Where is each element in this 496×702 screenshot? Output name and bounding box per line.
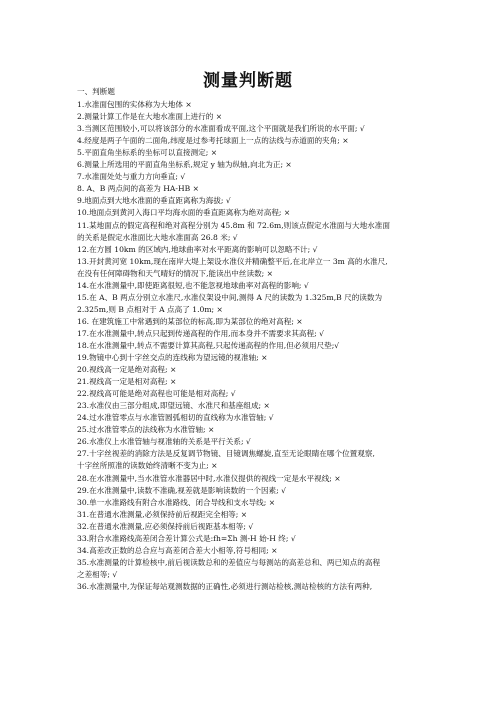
question-line: 22.视线高可能是绝对高程也可能是相对高程; √ xyxy=(77,389,236,399)
question-line: 17.在水准测量中,转点只起到传递高程的作用,而本身并不需要求其高程; √ xyxy=(77,328,324,338)
question-line: 26.水准仪上水准管轴与视准轴的关系是平行关系; √ xyxy=(77,437,251,447)
question-line: 34.高差改正数的总合应与高差闭合差大小相等,符号相同; × xyxy=(77,545,278,555)
question-line: 24.过水准管零点与水准管圆弧相切的直线称为水准管轴; √ xyxy=(77,413,274,423)
question-line: 12.在方圆 10km 的区域内,地球曲率对水平距离的影响可以忽略不计; √ xyxy=(77,244,318,254)
question-line: 4.经度是两子午面的二面角,纬度是过参考托球面上一点的法线与赤道面的夹角; × xyxy=(77,136,349,146)
question-line: 31.在普通水准测量,必须保持前后视距完全相等; × xyxy=(77,509,248,519)
question-line: 28.在水准测量中,当水准管水准器居中时,水准仪提供的视线一定是水平视线; × xyxy=(77,473,341,483)
question-line: 36.水准测量中,为保证每站观测数据的正确性,必须进行测站检核,测站检核的方法有两种, xyxy=(77,581,373,591)
question-line: 10.地面点到黄河入海口平均海水面的垂直距离称为绝对高程; × xyxy=(77,208,291,218)
question-line: 7.水准面处处与重力方向垂直; √ xyxy=(77,172,186,182)
question-line: 15.在 A、B 两点分别立水准尺,水准仪架设中间,测得 A 尺的读数为 1.325m,B 尺的读数为 xyxy=(77,292,383,302)
question-line: 的关系是假定水准面比大地水准面高 26.8 米; √ xyxy=(77,232,238,242)
question-line: 9.地面点到大地水准面的垂直距离称为海拔; √ xyxy=(77,196,231,206)
question-line: 35.水准测量的计算检核中,前后视读数总和的差值应与每测站的高差总和、两已知点的高程 xyxy=(77,557,381,567)
question-line: 3.当测区范围较小,可以将该部分的水准面看成平面,这个平面就是我们所说的水平面; √ xyxy=(77,124,365,134)
question-line: 20.视线高一定是绝对高程; × xyxy=(77,365,177,375)
question-line: 33.附合水准路线高差闭合差计算公式是:fh=Σh 测-H 始-H 终; √ xyxy=(77,533,296,543)
question-line: 2.325m,则 B 点相对于 A 点高了 1.0m; × xyxy=(77,304,223,314)
question-line: 29.在水准测量中,读数不准确,视差就是影响读数的一个因素; √ xyxy=(77,485,286,495)
question-line: 2.测量计算工作是在大地水准面上进行的 × xyxy=(77,112,223,122)
question-line: 23.水准仪由三部分组成,即望远镜、水准尺和基座组成; × xyxy=(77,401,270,411)
question-line: 之差相等; √ xyxy=(77,569,118,579)
question-line: 16. 在建筑施工中常遇到的某部位的标高,即为某部位的绝对高程; × xyxy=(77,316,303,326)
page-title: 测量判断题 xyxy=(203,71,293,91)
question-line: 8. A、B 两点间的高差为 HA-HB × xyxy=(77,184,199,194)
question-line: 21.视线高一定是相对高程; × xyxy=(77,377,177,387)
question-line: 11.某地面点的假定高程和绝对高程分别为 45.8m 和 72.6m,则该点假定水准面与大地水准面 xyxy=(77,220,390,230)
question-line: 14.在水准测量中,即使距离很短,也不能忽视地球曲率对高程的影响; √ xyxy=(77,280,309,290)
question-line: 1.水准面包围的实体称为大地体 × xyxy=(77,100,192,110)
question-line: 在没有任何障碍物和天气晴好的情况下,能读出中丝读数; × xyxy=(77,268,273,278)
question-list xyxy=(77,86,429,593)
question-line: 27.十字丝视差的消除方法是反复调节物镜、目镜调焦螺旋,直至无论眼睛在哪个位置观察, xyxy=(77,449,375,459)
question-line: 18.在水准测量中,转点不需要计算其高程,只起传递高程的作用,但必须用尺垫;√ xyxy=(77,340,340,350)
question-line: 6.测量上所选用的平面直角坐标系,规定 y 轴为纵轴,向北为正; × xyxy=(77,160,292,170)
section-heading: 一、判断题 xyxy=(77,87,115,96)
question-line: 19.物镜中心到十字丝交点的连线称为望远镜的视准轴; × xyxy=(77,353,268,363)
question-line: 30.单一水准路线有附合水准路线、闭合导线和支水导线; × xyxy=(77,497,276,507)
question-line: 5.平面直角坐标系的坐标可以直接测定; × xyxy=(77,148,218,158)
question-line: 25.过水准管零点的法线称为水准管轴; × xyxy=(77,425,215,435)
question-line: 十字丝所照准的读数始终清晰不变为止; × xyxy=(77,461,218,471)
question-line: 32.在普通水准测量,应必须保持前后视距基本相等; √ xyxy=(77,521,254,531)
question-line: 13.开封黄河宽 10km,现在南岸大堤上架设水准仪并精确整平后,在北岸立一 3m 高的水准尺, xyxy=(77,256,388,266)
